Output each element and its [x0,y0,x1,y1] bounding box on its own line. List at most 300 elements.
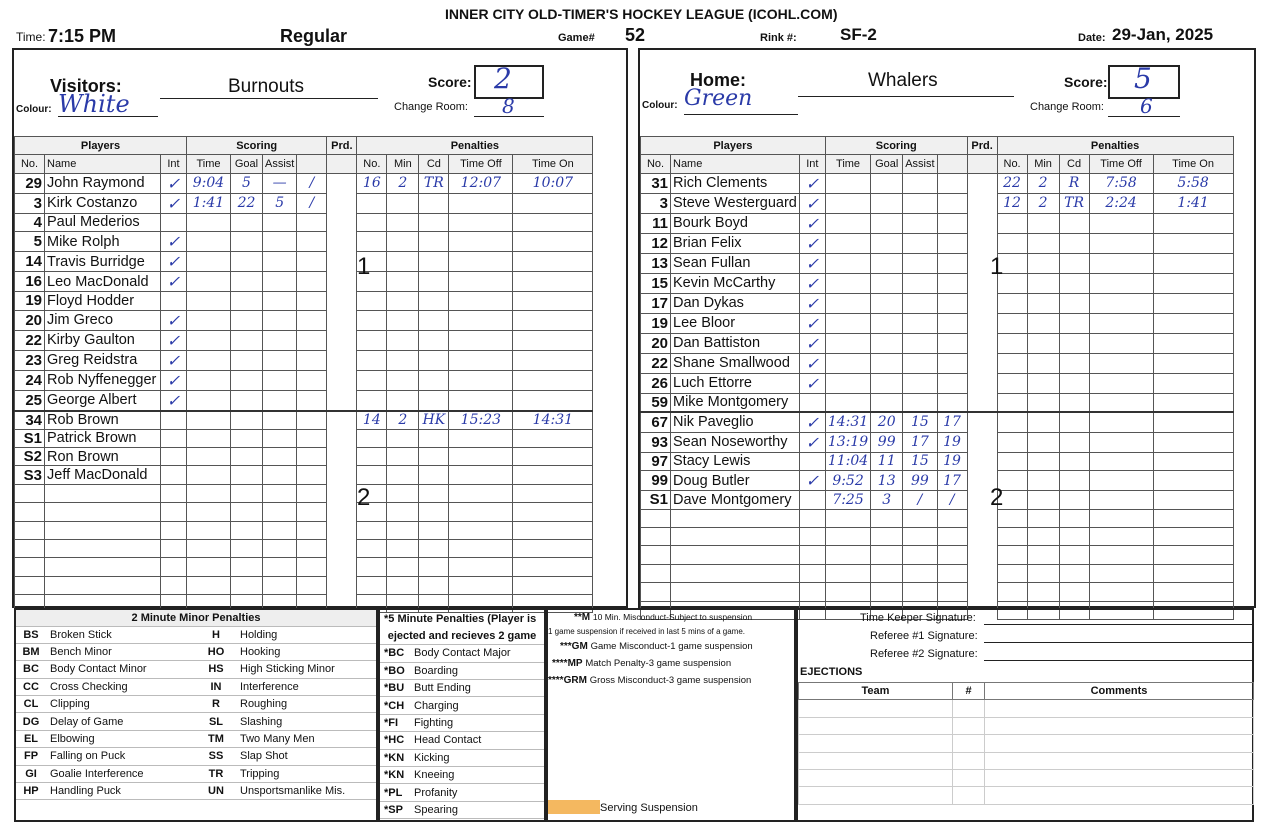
penalty-description: Head Contact [410,732,544,749]
table-row [641,253,1234,273]
scoring-entry: 3 [871,491,903,509]
player-name: Mike Rolph [45,232,161,252]
home-score-label: Score: [1064,74,1108,90]
table-row [15,350,593,370]
penalty-entry: TR [419,173,449,193]
player-name: Kevin McCarthy [671,273,800,293]
penalty-code: *BO [380,662,410,679]
gm-code: ***GM [560,641,588,652]
table-row [641,412,1234,433]
home-colour: Green [684,86,753,111]
penalty-code: R [196,696,236,713]
penalty-description: Hooking [236,643,376,660]
penalty-code: HS [196,661,236,678]
penalty-code: *HC [380,732,410,749]
ejections-table [798,682,1254,805]
player-number: 31 [641,173,671,193]
player-name: Luch Ettorre [671,373,800,393]
player-name: Jim Greco [45,310,161,330]
player-number: S1 [641,491,671,509]
penalty-code: *SP [380,801,410,818]
list-item [16,678,376,695]
m-text: 10 Min. Misconduct-Subject to suspension [592,612,753,622]
checkmark-icon: ✓ [799,193,825,213]
home-colhdr-11: Time Off [1089,155,1153,173]
time-label: Time: [16,30,46,44]
home-period-1: 1 [990,253,1004,280]
checkmark-icon: ✓ [161,272,187,292]
player-name: Dan Dykas [671,293,800,313]
table-row [641,373,1234,393]
scoring-entry: 11 [871,452,903,470]
table-row [641,293,1234,313]
list-item [380,767,544,784]
visitors-colour-label: Colour: [16,104,52,115]
table-row [15,292,593,310]
player-name: Sean Noseworthy [671,432,800,452]
player-number: 59 [641,393,671,412]
visitors-colhdr-8: No. [357,155,387,173]
penalty-description: Roughing [236,696,376,713]
table-row [641,233,1234,253]
checkmark-icon: ✓ [161,193,187,213]
penalty-description: Bench Minor [46,643,196,660]
penalty-code: BC [16,661,46,678]
list-item [16,661,376,678]
home-colhdr-7 [967,155,997,173]
m-text-2: 1 game suspension if received in last 5 mins of a game. [548,627,745,636]
table-row [15,330,593,350]
table-row [641,583,1234,601]
scoring-entry: 7:25 [825,491,870,509]
list-item [16,643,376,660]
checkmark-icon: ✓ [799,233,825,253]
scoring-entry: 9:52 [825,471,870,491]
visitors-room-label: Change Room: [394,101,468,113]
visitors-label: Visitors: [50,76,122,96]
visitors-colhdr-5: Assist [263,155,297,173]
penalty-description: Spearing [410,801,544,818]
player-number: 22 [15,330,45,350]
table-row [641,564,1234,582]
player-name: Paul Mederios [45,213,161,231]
player-number: 25 [15,390,45,411]
table-row [15,521,593,539]
visitors-score: 2 [494,62,512,95]
checkmark-icon: ✓ [799,471,825,491]
penalty-entry: 7:58 [1089,173,1153,193]
scoring-entry: 22 [231,193,263,213]
table-row [641,193,1234,213]
scoring-entry: 9:04 [187,173,231,193]
penalty-code: CC [16,678,46,695]
player-number: 67 [641,412,671,433]
player-number: 19 [15,292,45,310]
list-item [16,713,376,730]
visitors-colhdr-9: Min [387,155,419,173]
major-title-2: ejected and recieves 2 game [380,627,544,644]
scoring-entry: 99 [903,471,937,491]
penalty-entry: TR [1059,193,1089,213]
home-period-2: 2 [990,484,1004,511]
checkmark-icon: ✓ [799,353,825,373]
player-number: 4 [15,213,45,231]
table-row [641,471,1234,491]
penalty-description: Profanity [410,784,544,801]
table-row [15,193,593,213]
home-header-penalties: Penalties [997,137,1233,155]
table-row [641,546,1234,564]
penalty-description: Goalie Interference [46,765,196,782]
table-row [15,429,593,447]
table-row [641,393,1234,412]
penalty-entry: 22 [997,173,1027,193]
table-row [15,558,593,576]
scoring-entry: 99 [871,432,903,452]
penalty-description: Holding [236,626,376,643]
player-number: 11 [641,213,671,233]
player-name: Leo MacDonald [45,272,161,292]
player-name: Rob Nyffenegger [45,370,161,390]
player-number: 14 [15,252,45,272]
penalty-code: *BC [380,645,410,662]
visitors-colhdr-12: Time On [513,155,593,173]
scoring-entry: 14:31 [825,412,870,433]
visitors-colhdr-1: Name [45,155,161,173]
table-row [641,509,1234,527]
penalty-entry: 2 [1027,173,1059,193]
player-name: Kirby Gaulton [45,330,161,350]
list-item [16,730,376,747]
serving-label: Serving Suspension [600,802,698,814]
penalty-description: Interference [236,678,376,695]
home-team: Whalers [868,70,938,91]
table-row [641,333,1234,353]
penalty-code: EL [16,730,46,747]
scoring-entry: 17 [903,432,937,452]
checkmark-icon: ✓ [799,173,825,193]
penalty-code: FP [16,748,46,765]
penalty-code: SL [196,713,236,730]
minor-penalties-legend [14,608,378,822]
list-item [380,662,544,679]
penalty-description: Body Contact Major [410,645,544,662]
scoring-entry: 13 [871,471,903,491]
home-header-scoring: Scoring [825,137,967,155]
penalty-entry: 12 [997,193,1027,213]
penalty-description: Broken Stick [46,626,196,643]
scoring-entry: 13:19 [825,432,870,452]
penalty-description: Slashing [236,713,376,730]
visitors-colhdr-4: Goal [231,155,263,173]
penalty-code: *BU [380,680,410,697]
table-row [15,370,593,390]
visitors-colour: White [58,90,130,118]
player-number: 19 [641,313,671,333]
table-row [15,390,593,411]
visitors-colhdr-2: Int [161,155,187,173]
player-number: 17 [641,293,671,313]
table-row [641,452,1234,470]
penalty-description: Unsportsmanlike Mis. [236,783,376,800]
penalty-entry: 16 [357,173,387,193]
visitors-score-label: Score: [428,74,472,90]
table-row [15,272,593,292]
list-item [380,697,544,714]
home-colhdr-9: Min [1027,155,1059,173]
visitors-period-1: 1 [357,253,371,280]
list-item [16,783,376,800]
ejections-title: EJECTIONS [800,666,863,678]
list-item [380,732,544,749]
table-row [641,213,1234,233]
penalty-description: Two Many Men [236,730,376,747]
penalty-entry: 2 [387,173,419,193]
home-colhdr-10: Cd [1059,155,1089,173]
checkmark-icon: ✓ [161,232,187,252]
mp-text: Match Penalty-3 game suspension [585,658,732,669]
scoring-entry: 19 [937,452,967,470]
visitors-period-2: 2 [357,484,371,511]
table-row [15,466,593,484]
penalty-description: Kneeing [410,767,544,784]
penalty-code: GI [16,765,46,782]
game-number: 52 [625,25,646,45]
table-row [15,213,593,231]
penalty-description: Boarding [410,662,544,679]
player-name: Rich Clements [671,173,800,193]
player-number: S3 [15,466,45,484]
table-row [15,447,593,465]
player-name: Jeff MacDonald [45,466,161,484]
checkmark-icon: ✓ [161,173,187,193]
penalty-code: SS [196,748,236,765]
checkmark-icon: ✓ [799,313,825,333]
scoring-entry: 15 [903,452,937,470]
penalty-entry: 1:41 [1153,193,1233,213]
list-item [16,765,376,782]
penalty-code: IN [196,678,236,695]
misconduct-legend [546,608,796,822]
player-number: 26 [641,373,671,393]
player-number: 20 [15,310,45,330]
player-number: 29 [15,173,45,193]
scoring-entry: / [903,491,937,509]
checkmark-icon: ✓ [161,330,187,350]
penalty-code: CL [16,696,46,713]
penalty-entry: 2 [1027,193,1059,213]
gm-text: Game Misconduct-1 game suspension [590,641,753,652]
player-number: 99 [641,471,671,491]
league-title: INNER CITY OLD-TIMER'S HOCKEY LEAGUE (ICOHL.COM) [445,6,838,22]
scoring-entry: 5 [231,173,263,193]
player-name: Dave Montgomery [671,491,800,509]
penalty-entry: HK [419,411,449,430]
home-colhdr-3: Time [825,155,870,173]
rink-value: SF-2 [840,25,877,44]
penalty-code: HP [16,783,46,800]
home-room: 6 [1140,94,1153,118]
ejections-team-header: Team [799,683,953,700]
scoring-entry: 15 [903,412,937,433]
player-number: S1 [15,429,45,447]
player-name: George Albert [45,390,161,411]
penalty-entry: 15:23 [449,411,513,430]
home-colhdr-12: Time On [1153,155,1233,173]
home-colhdr-2: Int [799,155,825,173]
table-row [15,539,593,557]
player-number: 20 [641,333,671,353]
penalty-description: Butt Ending [410,680,544,697]
table-row [15,173,593,193]
checkmark-icon: ✓ [799,373,825,393]
player-name: Kirk Costanzo [45,193,161,213]
scoring-entry: — [263,173,297,193]
player-name: Bourk Boyd [671,213,800,233]
home-colhdr-6 [937,155,967,173]
player-name: Brian Felix [671,233,800,253]
penalty-description: Clipping [46,696,196,713]
home-colhdr-0: No. [641,155,671,173]
scoring-entry: 1:41 [187,193,231,213]
table-row [641,527,1234,545]
table-row [15,232,593,252]
player-number: 3 [15,193,45,213]
m-code: **M [574,612,591,623]
visitors-colhdr-6 [297,155,327,173]
player-name: Greg Reidstra [45,350,161,370]
penalty-code: DG [16,713,46,730]
visitors-team: Burnouts [228,76,305,97]
penalty-description: Falling on Puck [46,748,196,765]
list-item [380,645,544,662]
home-header-players: Players [641,137,826,155]
penalty-description: Elbowing [46,730,196,747]
date-label: Date: [1078,32,1106,44]
scoring-entry: / [937,491,967,509]
home-room-label: Change Room: [1030,101,1104,113]
player-name: Lee Bloor [671,313,800,333]
penalty-code: TR [196,765,236,782]
penalty-entry: 5:58 [1153,173,1233,193]
player-name: Floyd Hodder [45,292,161,310]
player-number: 22 [641,353,671,373]
penalty-description: Fighting [410,714,544,731]
minor-title: 2 Minute Minor Penalties [16,610,376,626]
scoring-entry: 20 [871,412,903,433]
home-colhdr-5: Assist [903,155,937,173]
ref2-sig-label: Referee #2 Signature: [870,648,978,660]
table-row [15,252,593,272]
rink-label: Rink #: [760,32,797,44]
player-name: Nik Paveglio [671,412,800,433]
list-item [16,696,376,713]
checkmark-icon: ✓ [799,253,825,273]
penalty-description: Handling Puck [46,783,196,800]
list-item [380,801,544,818]
table-row [641,491,1234,509]
penalty-code: *KN [380,749,410,766]
scoring-entry: / [297,193,327,213]
visitors-header-players: Players [15,137,187,155]
penalty-description: Charging [410,697,544,714]
scoring-entry: 11:04 [825,452,870,470]
home-score: 5 [1134,62,1152,95]
major-penalties-legend [378,608,546,822]
checkmark-icon: ✓ [799,412,825,433]
game-time: 7:15 PM [48,26,117,46]
list-item [16,626,376,643]
home-colhdr-8: No. [997,155,1027,173]
penalty-code: *CH [380,697,410,714]
list-item [380,784,544,801]
penalty-entry: 12:07 [449,173,513,193]
scoring-entry: 5 [263,193,297,213]
penalty-description: Tripping [236,765,376,782]
table-row [641,353,1234,373]
table-row [641,173,1234,193]
player-name: Patrick Brown [45,429,161,447]
penalty-entry: 14 [357,411,387,430]
penalty-code: UN [196,783,236,800]
visitors-colhdr-0: No. [15,155,45,173]
penalty-code: *KN [380,767,410,784]
player-number: 34 [15,411,45,430]
penalty-entry: 14:31 [513,411,593,430]
home-label: Home: [690,70,747,90]
checkmark-icon: ✓ [161,350,187,370]
penalty-code: TM [196,730,236,747]
checkmark-icon: ✓ [799,273,825,293]
home-colour-label: Colour: [642,100,678,111]
checkmark-icon: ✓ [161,390,187,411]
player-name: Doug Butler [671,471,800,491]
ref1-sig-label: Referee #1 Signature: [870,630,978,642]
player-name: John Raymond [45,173,161,193]
checkmark-icon: ✓ [161,310,187,330]
ejections-num-header: # [953,683,985,700]
table-row [15,411,593,430]
visitors-colhdr-10: Cd [419,155,449,173]
visitors-header-penalties: Penalties [357,137,593,155]
penalty-description: Slap Shot [236,748,376,765]
list-item [380,680,544,697]
table-row [15,576,593,594]
player-name: Stacy Lewis [671,452,800,470]
penalty-code: *FI [380,714,410,731]
home-header-prd: Prd. [967,137,997,155]
player-number: 13 [641,253,671,273]
table-row [15,310,593,330]
visitors-colhdr-7 [327,155,357,173]
scoring-entry: 17 [937,471,967,491]
penalty-entry: 2:24 [1089,193,1153,213]
player-number: 12 [641,233,671,253]
player-number: 3 [641,193,671,213]
list-item [16,748,376,765]
visitors-header-prd: Prd. [327,137,357,155]
grm-text: Gross Misconduct-3 game suspension [589,675,752,686]
ejections-comments-header: Comments [985,683,1254,700]
penalty-code: BM [16,643,46,660]
player-name: Sean Fullan [671,253,800,273]
checkmark-icon: ✓ [799,293,825,313]
penalty-description: Kicking [410,749,544,766]
player-number: 24 [15,370,45,390]
player-number: 16 [15,272,45,292]
scoring-entry: 17 [937,412,967,433]
grm-code: ****GRM [548,675,587,686]
